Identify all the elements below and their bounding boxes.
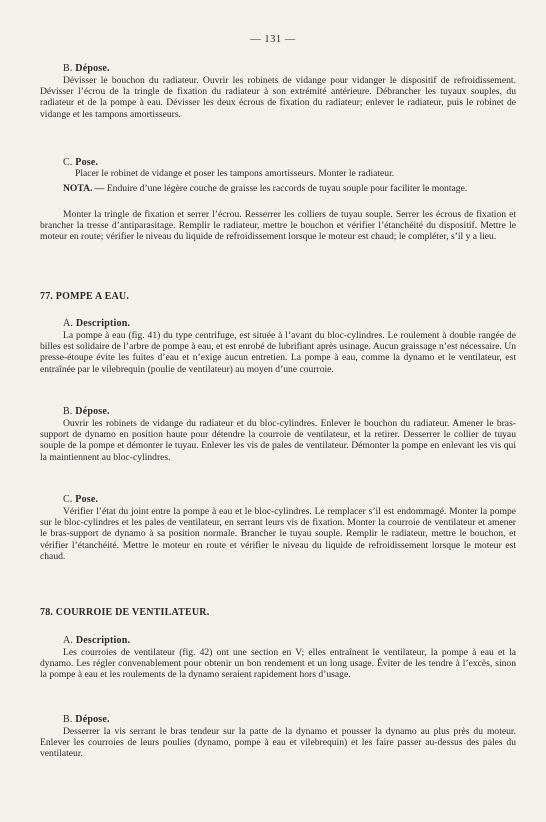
paragraph: Ouvrir les robinets de vidange du radiateur et du bloc-cylindres. Enlever le bouchon du radiateur. Amener le bras-support de dynamo en position haute pour détendre la courroie de ventilateur, et la retirer. Desserrer le collier de tuyau souple de la pompe et démonter le tuyau. Enlever les vis de pales de ventilateur. Démonter la pompe en enlevant les vis qui la maintiennent au bloc-cylindres. [40,418,516,463]
subsection-title [63,401,515,419]
subsection-letter: A. [63,635,74,646]
subsection-letter: B. [63,714,73,725]
note-paragraph [40,183,516,194]
subsection-title [63,58,515,76]
subsection-heading: Dépose. [75,406,110,417]
paragraph: La pompe à eau (fig. 41) du type centrifuge, est située à l’avant du bloc-cylindres. Le roulement à double rangée de billes est solidaire de l’arbre de pompe à eau, et est enrobé de lubrifiant après usinage. Aucun graissage n’est nécessaire. Un presse-étoupe évite les fuites d’eau et n’exige aucun entretien. La pompe à eau, comme la dynamo et le ventilateur, est entraînée par le vilebrequin (poulie de ventilateur) au moyen d’une courroie. [40,330,516,375]
subsection-heading: Pose. [75,494,99,505]
subsection-heading: Pose. [75,157,99,168]
section-heading: 78. COURROIE DE VENTILATEUR. [40,607,210,618]
paragraph: Monter la tringle de fixation et serrer l’écrou. Resserrer les colliers de tuyau souple. Serrer les écrous de fixation et brancher la tresse d’antiparasitage. Remplir le radiateur, mettre le bouchon et vérifier l’étanchéité du dispositif. Mettre le moteur en route; vérifier le niveau du liquide de refroidissement lorsque le moteur est chaud; le compléter, s’il y a lieu. [40,209,516,243]
subsection-title [63,489,515,507]
subsection-letter: B. [63,406,73,417]
note-text: Enduire d’une légère couche de graisse les raccords de tuyau souple pour faciliter le montage. [106,183,468,194]
subsection-heading: Dépose. [75,63,110,74]
page-number: — 131 — [250,34,296,45]
subsection-title [63,630,515,648]
note-label: NOTA. — [63,183,105,194]
subsection-letter: C. [63,494,73,505]
subsection-letter: B. [63,63,73,74]
paragraph: Dévisser le bouchon du radiateur. Ouvrir les robinets de vidange pour vidanger le dispositif de refroidissement. Dévisser l’écrou de la tringle de fixation du radiateur à son extrémité antérieure. Débrancher les tuyaux souples, du radiateur et de la pompe à eau. Dévisser les deux écrous de fixation du radiateur; enlever le radiateur, puis le robinet de vidange et les tampons amortisseurs. [40,75,516,120]
subsection-title [63,709,515,727]
subsection-heading: Dépose. [75,714,110,725]
section-heading: 77. POMPE A EAU. [40,291,130,302]
paragraph: Placer le robinet de vidange et poser les tampons amortisseurs. Monter le radiateur. [75,168,395,179]
paragraph: Les courroies de ventilateur (fig. 42) ont une section en V; elles entraînent le ventilateur, la pompe à eau et la dynamo. Les régler convenablement pour obtenir un bon rendement et un long usage. Éviter de les tendre à l’excès, sinon la pompe à eau et les roulements de la dynamo seraient rapidement hors d’usage. [40,647,516,681]
subsection-title [63,313,515,331]
subsection-letter: C. [63,157,73,168]
paragraph: Vérifier l’état du joint entre la pompe à eau et le bloc-cylindres. Le remplacer s’il est endommagé. Monter la pompe sur le bloc-cylindres et les pales de ventilateur, en serrant leurs vis de fixation. Monter la courroie de ventilateur et amener le bras-support de dynamo à sa position normale. Brancher le tuyau souple. Remplir le radiateur, mettre le bouchon, et vérifier l’étanchéité. Mettre le moteur en route et vérifier le niveau du liquide de refroidissement lorsque le moteur est chaud. [40,506,516,562]
subsection-heading: Description. [75,318,131,329]
subsection-letter: A. [63,318,74,329]
subsection-heading: Description. [75,635,131,646]
paragraph: Desserrer la vis serrant le bras tendeur sur la patte de la dynamo et pousser la dynamo au plus près du moteur. Enlever les courroies de leurs poulies (dynamo, pompe à eau et vilebrequin) et les faire passer au-dessus des pales du ventilateur. [40,726,516,760]
